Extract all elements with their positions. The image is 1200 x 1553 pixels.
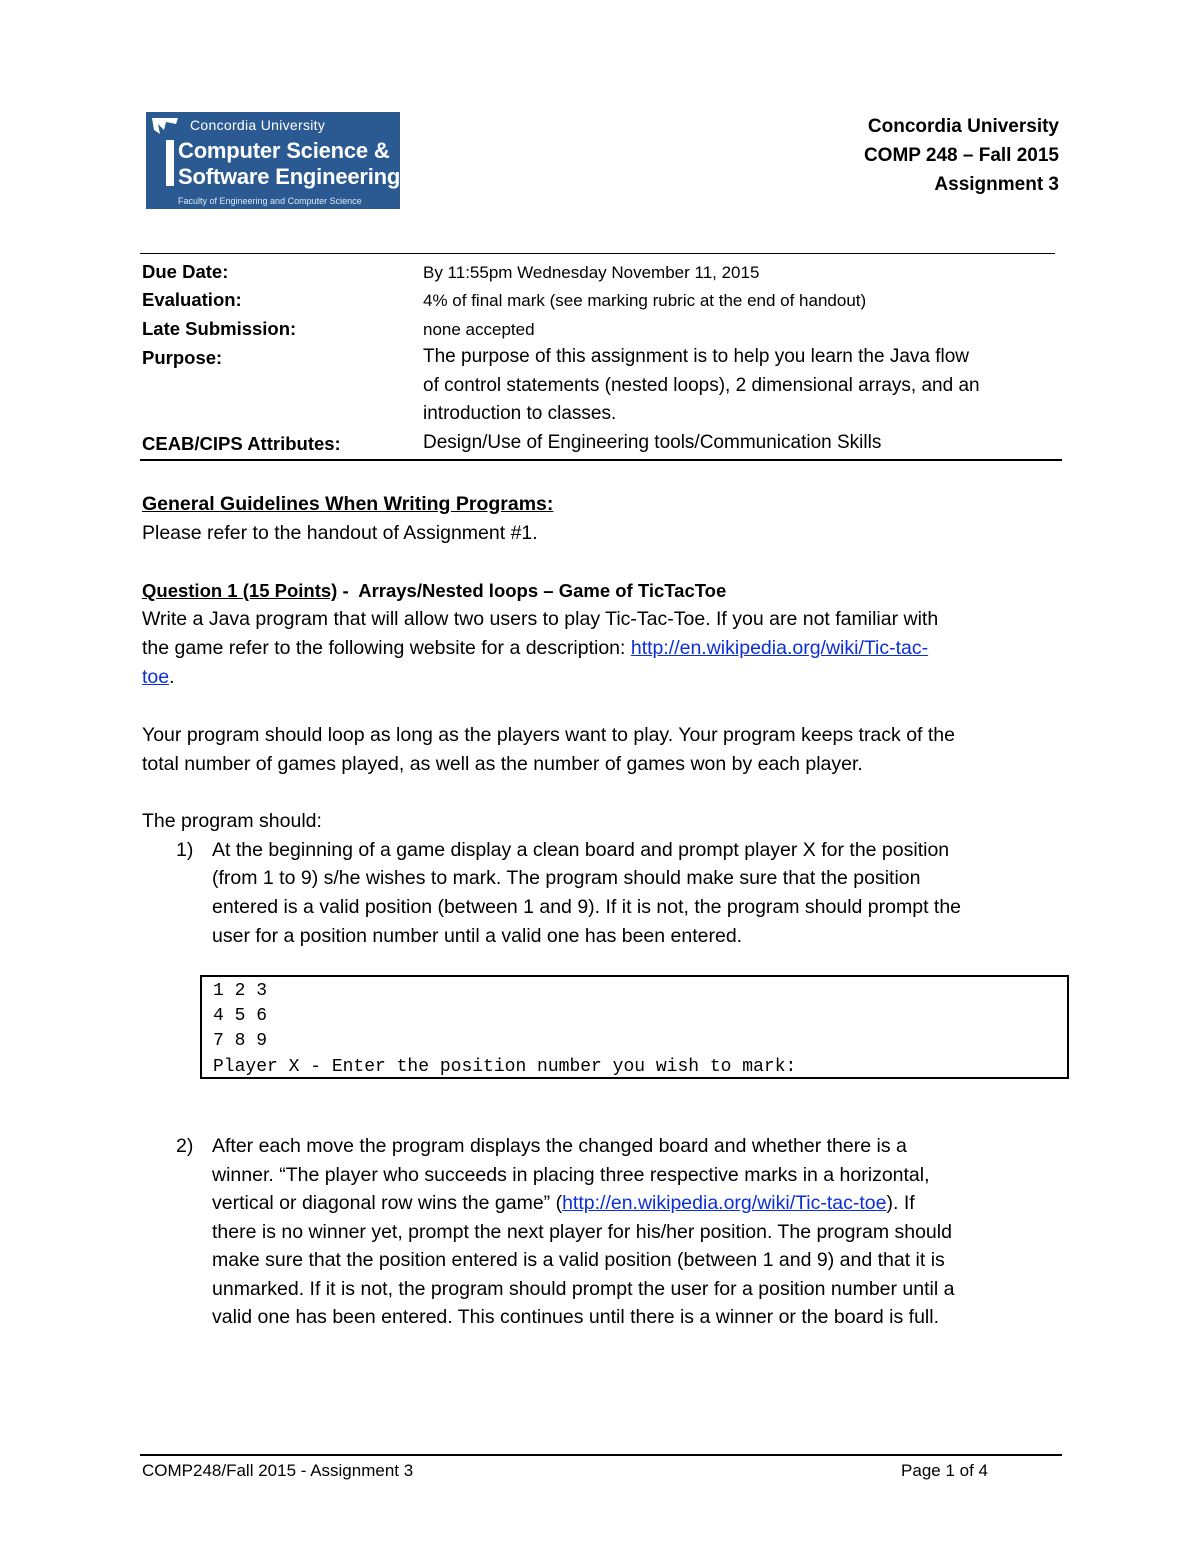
- list-item-line: At the beginning of a game display a clean board and prompt player X for the position: [212, 839, 950, 861]
- wikipedia-link-2[interactable]: http://en.wikipedia.org/wiki/Tic-tac-toe: [562, 1192, 887, 1214]
- q1-list-intro: The program should:: [142, 810, 322, 832]
- q1-text: vertical or diagonal row wins the game” (: [212, 1192, 563, 1214]
- list-item-line: make sure that the position entered is a valid position (between 1 and 9) and that it is: [212, 1249, 945, 1271]
- q1-paragraph-line: [142, 637, 928, 660]
- list-item-line: winner. “The player who succeeds in placing three respective marks in a horizontal,: [212, 1164, 930, 1186]
- q1-text: .: [169, 666, 175, 688]
- question1-title-topic: - Arrays/Nested loops – Game of TicTacToe: [337, 580, 727, 601]
- late-submission-value: none accepted: [423, 320, 535, 339]
- header-assignment: Assignment 3: [934, 174, 1059, 195]
- code-line: 7 8 9: [213, 1031, 268, 1051]
- logo-faculty: Faculty of Engineering and Computer Science: [178, 196, 362, 206]
- due-date-value: By 11:55pm Wednesday November 11, 2015: [423, 263, 760, 282]
- header-university: Concordia University: [867, 116, 1059, 137]
- code-line: 1 2 3: [213, 981, 268, 1001]
- footer-page-number: Page 1 of 4: [901, 1461, 988, 1480]
- guidelines-heading: General Guidelines When Writing Programs:: [142, 493, 554, 515]
- flame-icon: [150, 116, 180, 166]
- code-line: 4 5 6: [213, 1006, 268, 1026]
- wikipedia-link-cont[interactable]: toe: [142, 666, 170, 688]
- logo-university-name: Concordia University: [190, 117, 326, 133]
- purpose-line: of control statements (nested loops), 2 dimensional arrays, and an: [423, 375, 980, 396]
- code-line: Player X - Enter the position number you wish to mark:: [213, 1057, 797, 1077]
- purpose-label: Purpose:: [142, 347, 223, 368]
- list-number: 1): [176, 839, 194, 861]
- purpose-line: The purpose of this assignment is to help you learn the Java flow: [423, 346, 970, 367]
- list-item-line: valid one has been entered. This continues until there is a winner or the board is full.: [212, 1306, 939, 1328]
- ceab-value: Design/Use of Engineering tools/Communication Skills: [423, 432, 882, 453]
- logo-dept-line1: Computer Science &: [178, 138, 390, 163]
- evaluation-label: Evaluation:: [142, 289, 242, 310]
- university-logo: [146, 112, 400, 209]
- due-date-label: Due Date:: [142, 261, 229, 282]
- list-item-line: After each move the program displays the changed board and whether there is a: [212, 1135, 907, 1157]
- purpose-line: introduction to classes.: [423, 403, 617, 424]
- q1-paragraph-line: total number of games played, as well as the number of games won by each player.: [142, 753, 863, 775]
- list-item-line: [212, 1192, 915, 1215]
- question1-title-points: Question 1 (15 Points): [142, 580, 338, 601]
- question1-title: [142, 580, 726, 602]
- list-item-line: user for a position number until a valid one has been entered.: [212, 925, 743, 947]
- list-item-line: entered is a valid position (between 1 and 9). If it is not, the program should prompt the: [212, 896, 962, 918]
- wikipedia-link[interactable]: http://en.wikipedia.org/wiki/Tic-tac-: [630, 637, 929, 659]
- q1-paragraph-line: Write a Java program that will allow two users to play Tic-Tac-Toe. If you are not familiar with: [142, 608, 939, 630]
- header-divider: [140, 253, 1055, 254]
- logo-bar: [166, 140, 174, 186]
- list-item-line: there is no winner yet, prompt the next player for his/her position. The program should: [212, 1221, 952, 1243]
- q1-text: the game refer to the following website for a description:: [142, 637, 631, 659]
- footer-divider: [140, 1454, 1062, 1456]
- guidelines-text: Please refer to the handout of Assignment #1.: [142, 522, 538, 544]
- logo-dept-line2: Software Engineering: [178, 164, 400, 189]
- list-item-line: (from 1 to 9) s/he wishes to mark. The program should make sure that the position: [212, 867, 921, 889]
- late-submission-label: Late Submission:: [142, 318, 297, 339]
- list-number: 2): [176, 1135, 194, 1157]
- ceab-label: CEAB/CIPS Attributes:: [142, 433, 341, 454]
- q1-text: ). If: [886, 1192, 915, 1214]
- q1-paragraph-line: Your program should loop as long as the players want to play. Your program keeps track of the: [142, 724, 955, 746]
- footer-course: COMP248/Fall 2015 - Assignment 3: [142, 1461, 414, 1480]
- sample-output-box: [200, 975, 1069, 1079]
- header-course: COMP 248 – Fall 2015: [863, 145, 1059, 166]
- list-item-line: unmarked. If it is not, the program should prompt the user for a position number until a: [212, 1278, 955, 1300]
- evaluation-value: 4% of final mark (see marking rubric at the end of handout): [423, 291, 867, 310]
- q1-paragraph-line: [142, 666, 175, 689]
- info-divider: [140, 459, 1062, 461]
